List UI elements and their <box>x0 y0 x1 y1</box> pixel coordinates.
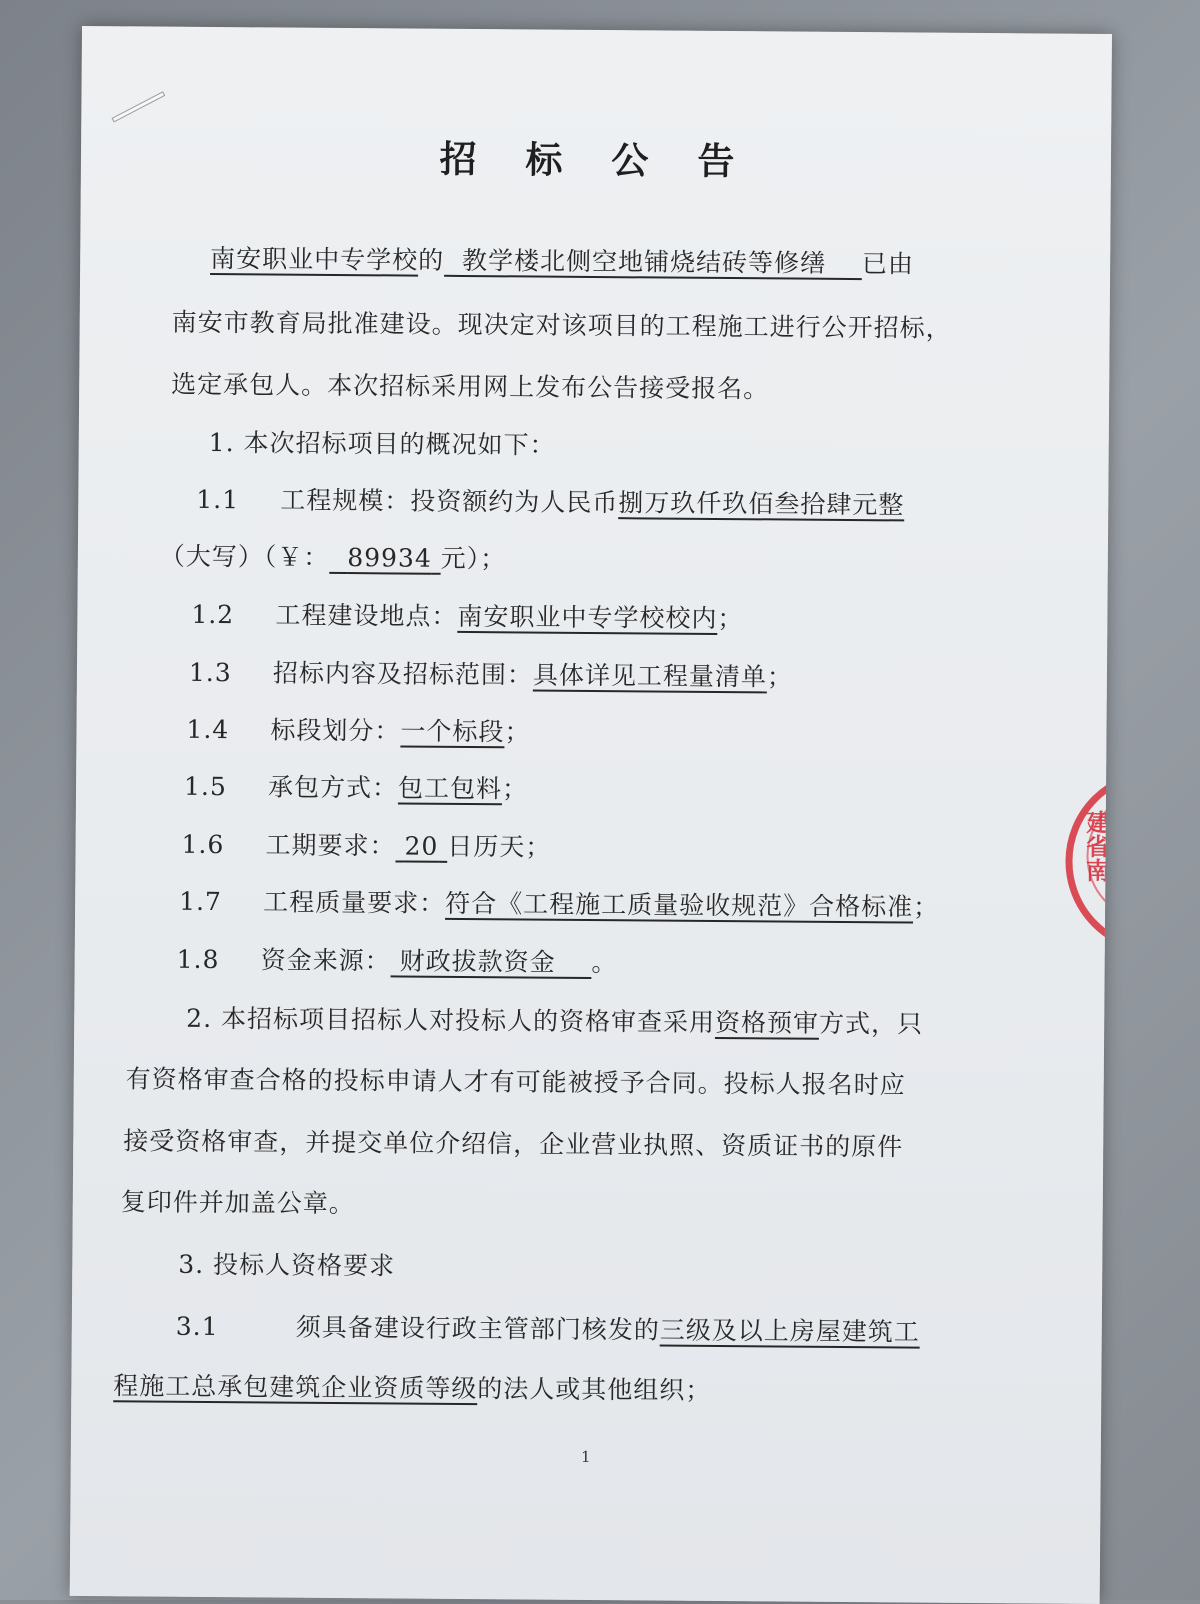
item-1-2: 1.2 工程建设地点：南安职业中专学校校内； <box>191 599 744 634</box>
item-1-3: 1.3 招标内容及招标范围：具体详见工程量清单； <box>188 657 794 692</box>
section1-heading: 1. 本次招标项目的概况如下： <box>208 427 556 460</box>
amount-words: 捌万玖仟玖佰叁拾肆元整 <box>618 488 905 520</box>
item-1-4: 1.4 标段划分：一个标段； <box>186 714 531 747</box>
intro-line-1: 南安职业中专学校的 教学楼北侧空地铺烧结砖等修缮 已由 <box>210 243 915 279</box>
project-name: 教学楼北侧空地铺烧结砖等修缮 <box>462 245 827 278</box>
amount-digits-line: （大写）（￥： 89934 元）； <box>159 541 507 574</box>
qualification-method: 资格预审 <box>714 1007 820 1038</box>
item-1-1: 1.1 工程规模：投资额约为人民币捌万玖仟玖佰叁拾肆元整 <box>196 484 905 520</box>
page-number: 1 <box>580 1447 591 1466</box>
amount-digits: 89934 <box>347 543 432 573</box>
intro-line-2: 南安市教育局批准建设。现决定对该项目的工程施工进行公开招标， <box>171 307 952 343</box>
school-name: 南安职业中专学校 <box>210 243 419 275</box>
staple-mark <box>112 91 166 122</box>
section2-line-3: 接受资格审查，并提交单位介绍信，企业营业执照、资质证书的原件 <box>123 1126 904 1162</box>
seal-text: 建省南 <box>1081 809 1110 883</box>
item-1-8: 1.8 资金来源： 财政拔款资金 。 <box>176 944 618 978</box>
item-1-5: 1.5 承包方式：包工包料； <box>183 771 529 804</box>
item-1-6: 1.6 工期要求： 20 日历天； <box>181 829 552 862</box>
section2-line-2: 有资格审查合格的投标申请人才有可能被授予合同。投标人报名时应 <box>125 1064 906 1100</box>
section3-heading: 3. 投标人资格要求 <box>178 1249 396 1281</box>
item-3-1-line-1: 3.1 须具备建设行政主管部门核发的三级及以上房屋建筑工 <box>175 1311 920 1347</box>
section2-line-1: 2. 本招标项目招标人对投标人的资格审查采用资格预审方式，只 <box>186 1003 924 1039</box>
document-title: 招 标 公 告 <box>439 137 753 184</box>
section2-line-4: 复印件并加盖公章。 <box>120 1187 355 1219</box>
item-1-7: 1.7 工程质量要求：符合《工程施工质量验收规范》合格标准； <box>179 886 940 922</box>
intro-line-3: 选定承包人。本次招标采用网上发布公告接受报名。 <box>171 369 770 404</box>
document-page <box>70 26 1112 1604</box>
item-3-1-line-2: 程施工总承包建筑企业资质等级的法人或其他组织； <box>113 1371 712 1405</box>
official-seal <box>1065 769 1112 954</box>
